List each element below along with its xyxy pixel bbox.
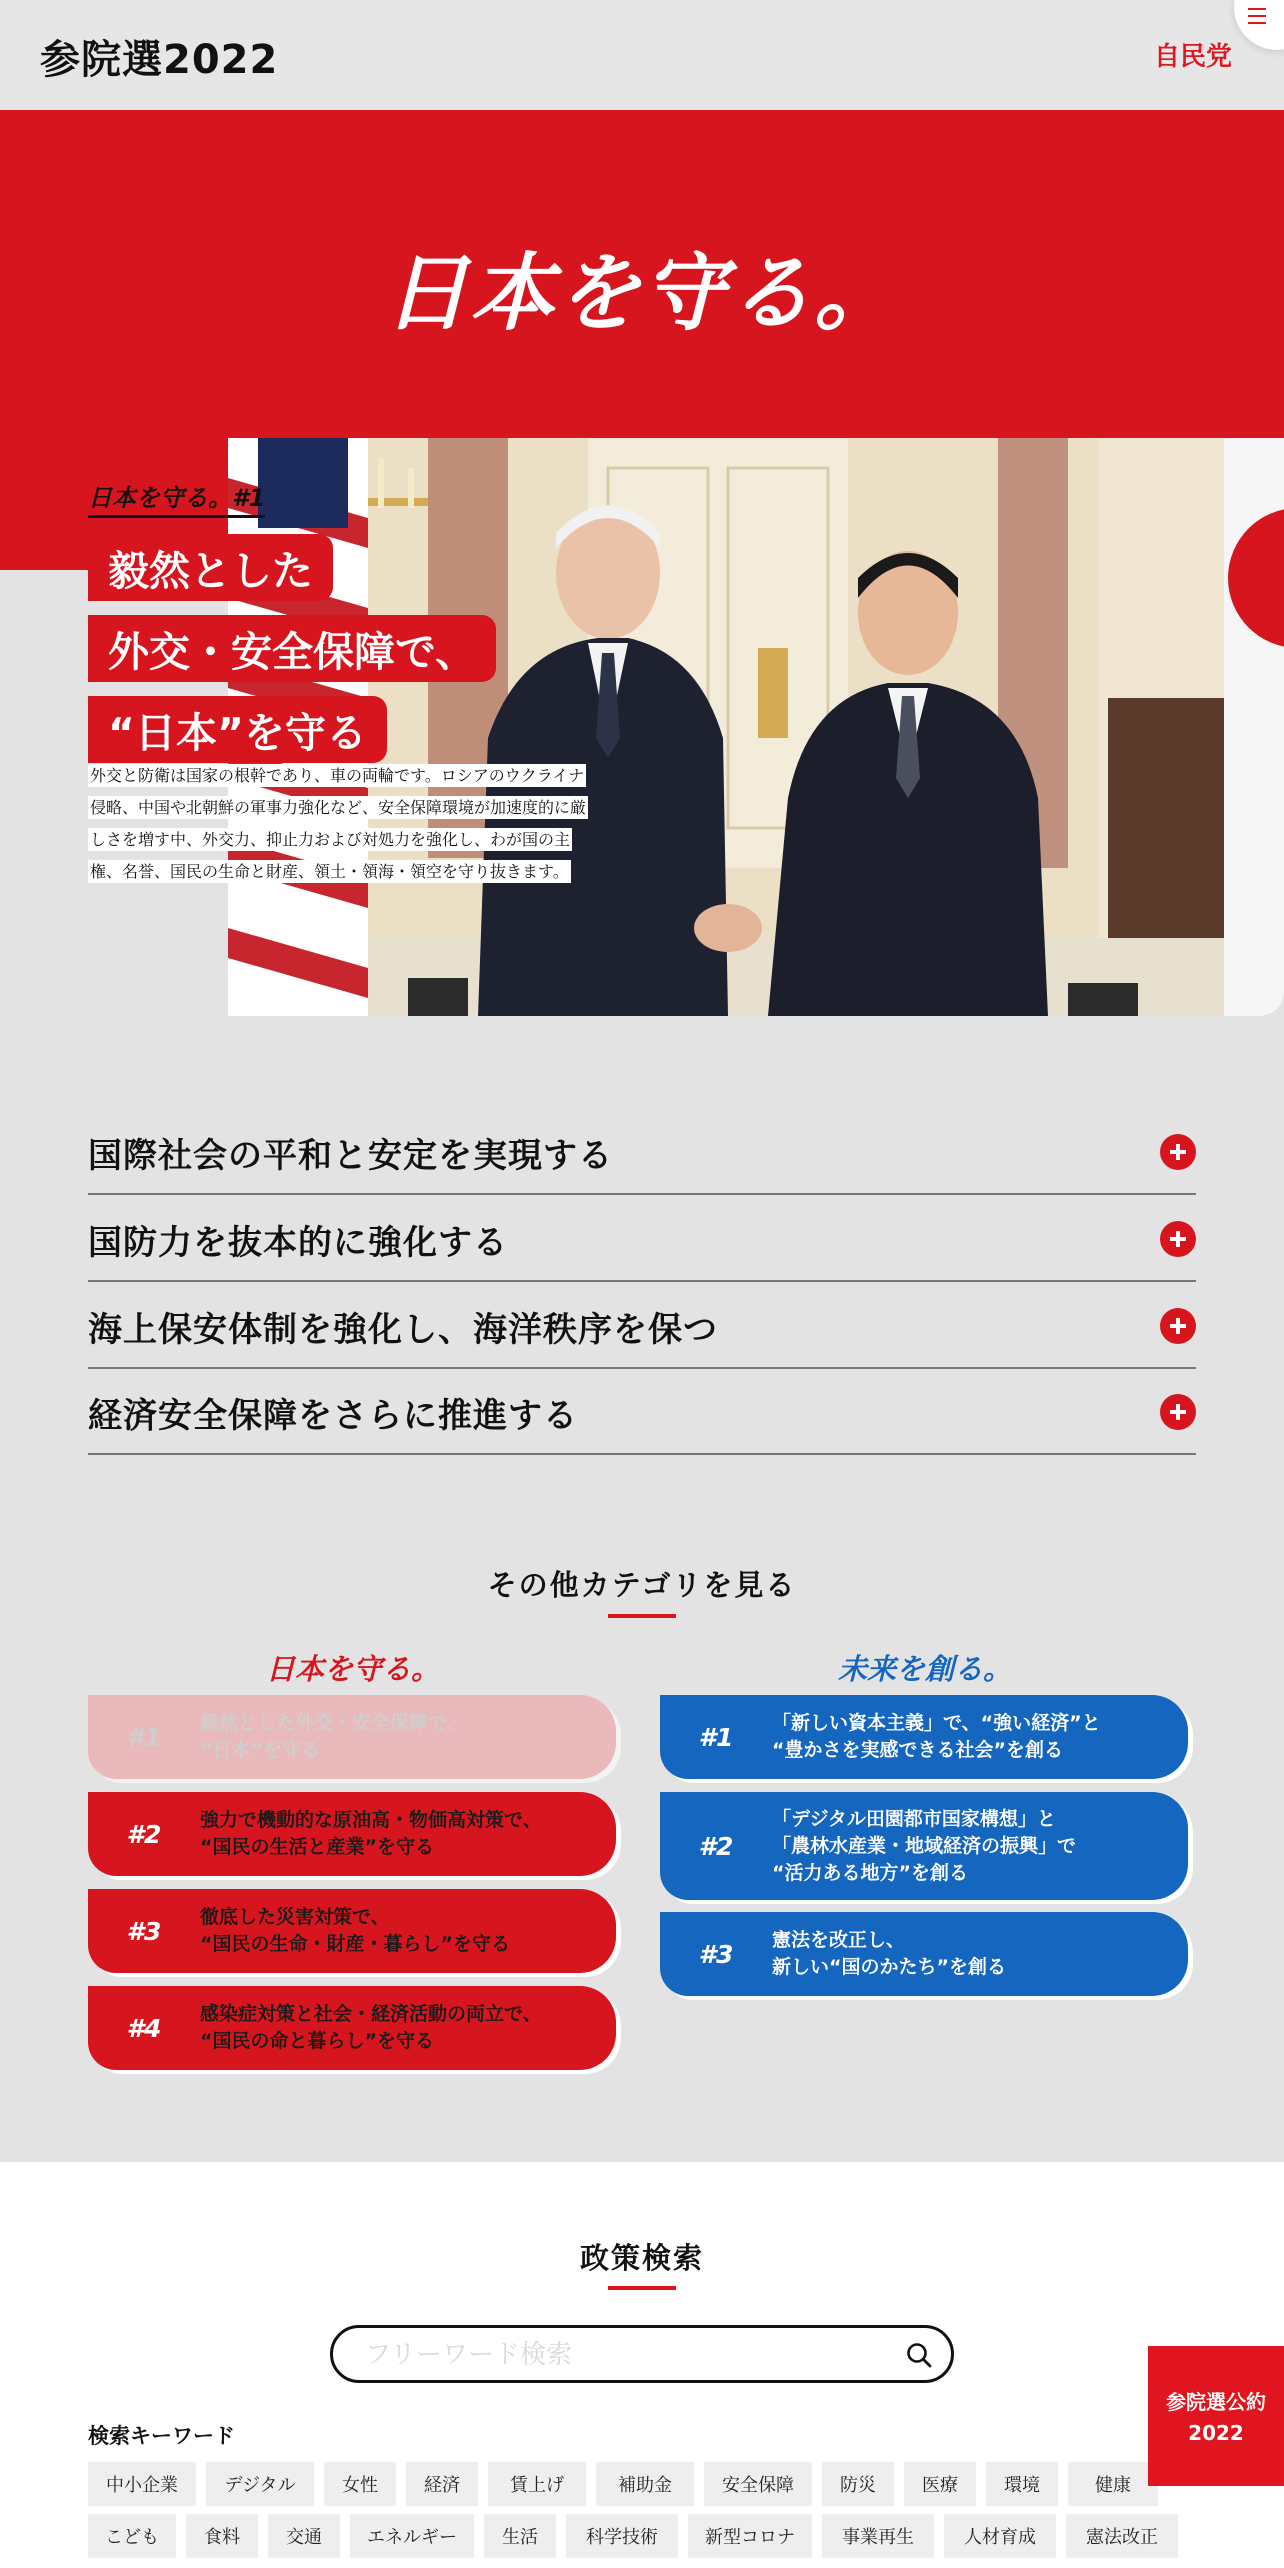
card-text: 「デジタル田園都市国家構想」と 「農林水産業・地域経済の振興」で “活力ある地方”を創る <box>772 1807 1077 1884</box>
site-header <box>0 0 1284 110</box>
hero-title: 日本を守る。 <box>383 244 900 342</box>
category-card-protect-3[interactable] <box>88 1889 616 1973</box>
plus-icon[interactable] <box>1160 1134 1196 1170</box>
search-input[interactable] <box>365 2338 885 2372</box>
keyword-chip[interactable]: 賃上げ <box>488 2462 586 2506</box>
keyword-chip[interactable]: 補助金 <box>596 2462 694 2506</box>
policy-label: 海上保安体制を強化し、海洋秩序を保つ <box>88 1310 718 1350</box>
keyword-chip[interactable]: 環境 <box>986 2462 1058 2506</box>
other-categories-title: その他カテゴリを見る <box>487 1568 797 1602</box>
keyword-chip[interactable]: こども <box>88 2514 176 2558</box>
category-card-protect-1[interactable] <box>88 1695 616 1779</box>
plus-icon[interactable] <box>1160 1394 1196 1430</box>
hero-heading-line: 毅然とした <box>88 534 333 601</box>
keyword-chip[interactable]: 新型コロナ <box>688 2514 812 2558</box>
policy-accordion-item[interactable] <box>88 1282 1196 1369</box>
keyword-chip[interactable]: 食料 <box>186 2514 258 2558</box>
category-column-title-protect: 日本を守る。 <box>265 1652 440 1686</box>
keyword-chip[interactable]: 健康 <box>1068 2462 1158 2506</box>
card-text: 感染症対策と社会・経済活動の両立で、 “国民の命と暮らし”を守る <box>200 2003 542 2052</box>
policy-accordion-item[interactable] <box>88 1195 1196 1282</box>
plus-icon[interactable] <box>1160 1221 1196 1257</box>
hero-heading-line: 外交・安全保障で、 <box>88 615 496 682</box>
hero-heading-line: “日本”を守る <box>88 696 387 763</box>
card-text: 強力で機動的な原油高・物価高対策で、 “国民の生活と産業”を守る <box>200 1809 542 1858</box>
keyword-chip[interactable]: 人材育成 <box>944 2514 1056 2558</box>
policy-accordion-item[interactable] <box>88 1368 1196 1455</box>
search-icon[interactable] <box>905 2341 933 2369</box>
policy-label: 経済安全保障をさらに推進する <box>88 1396 578 1436</box>
keyword-chip[interactable]: 憲法改正 <box>1066 2514 1178 2558</box>
keyword-chip[interactable]: 経済 <box>406 2462 478 2506</box>
keyword-chip[interactable]: 科学技術 <box>566 2514 678 2558</box>
search-box[interactable] <box>330 2325 954 2383</box>
category-column-title-create: 未来を創る。 <box>837 1652 1012 1686</box>
card-text: 毅然とした外交・安全保障で、 “日本”を守る <box>200 1712 466 1761</box>
hero-description-text: 外交と防衛は国家の根幹であり、車の両輪です。ロシアのウクライナ侵略、中国や北朝鮮の軍事力強化など、安全保障環境が加速度的に厳しさを増す中、外交力、抑止力および対処力を強化し、わが国の主権、名誉、国民の生命と財産、領土・領海・領空を守り抜きます。 <box>90 766 587 881</box>
keyword-chip[interactable]: 医療 <box>904 2462 976 2506</box>
policy-search-title: 政策検索 <box>579 2241 704 2275</box>
keyword-chip[interactable]: 中小企業 <box>88 2462 196 2506</box>
pledge-label: 参院選公約 <box>1166 2390 1266 2414</box>
category-card-create-3[interactable] <box>660 1912 1188 1996</box>
title-underline <box>608 1614 676 1618</box>
keyword-chip[interactable]: 事業再生 <box>822 2514 934 2558</box>
category-card-protect-4[interactable] <box>88 1986 616 2070</box>
keyword-chip[interactable]: 安全保障 <box>704 2462 812 2506</box>
pledge-2022-button[interactable] <box>1148 2346 1284 2486</box>
card-number: #1 <box>698 1722 734 1752</box>
title-underline <box>608 2286 676 2290</box>
keyword-chip[interactable]: 交通 <box>268 2514 340 2558</box>
menu-button[interactable] <box>1234 0 1284 50</box>
pledge-year: 2022 <box>1188 2421 1244 2445</box>
policy-label: 国防力を抜本的に強化する <box>88 1223 508 1263</box>
card-number: #1 <box>126 1722 162 1752</box>
card-number: #3 <box>126 1916 162 1946</box>
card-number: #2 <box>126 1819 162 1849</box>
party-logo[interactable]: 自民党 <box>1153 42 1232 72</box>
card-text: 徹底した災害対策で、 “国民の生命・財産・暮らし”を守る <box>200 1906 510 1955</box>
card-text: 「新しい資本主義」で、“強い経済”と “豊かさを実感できる社会”を創る <box>772 1712 1101 1761</box>
card-number: #3 <box>698 1939 734 1969</box>
policy-accordion-item[interactable] <box>88 1108 1196 1195</box>
policy-label: 国際社会の平和と安定を実現する <box>88 1136 613 1176</box>
card-text: 憲法を改正し、 新しい“国のかたち”を創る <box>772 1929 1006 1978</box>
hero-description <box>88 760 592 888</box>
category-card-create-1[interactable] <box>660 1695 1188 1779</box>
hero-kicker: 日本を守る。#1 <box>88 478 265 518</box>
category-card-create-2[interactable] <box>660 1792 1188 1900</box>
category-card-protect-2[interactable] <box>88 1792 616 1876</box>
keyword-chip[interactable]: 防災 <box>822 2462 894 2506</box>
card-number: #4 <box>126 2013 162 2043</box>
site-title[interactable]: 参院選2022 <box>40 37 279 83</box>
keyword-chip[interactable]: 女性 <box>324 2462 396 2506</box>
keyword-chip[interactable]: 生活 <box>484 2514 556 2558</box>
keyword-chip[interactable]: デジタル <box>206 2462 314 2506</box>
card-number: #2 <box>698 1831 734 1861</box>
hero-heading <box>88 534 496 777</box>
plus-icon[interactable] <box>1160 1308 1196 1344</box>
keywords-title: 検索キーワード <box>88 2424 235 2448</box>
keyword-chip[interactable]: エネルギー <box>350 2514 474 2558</box>
